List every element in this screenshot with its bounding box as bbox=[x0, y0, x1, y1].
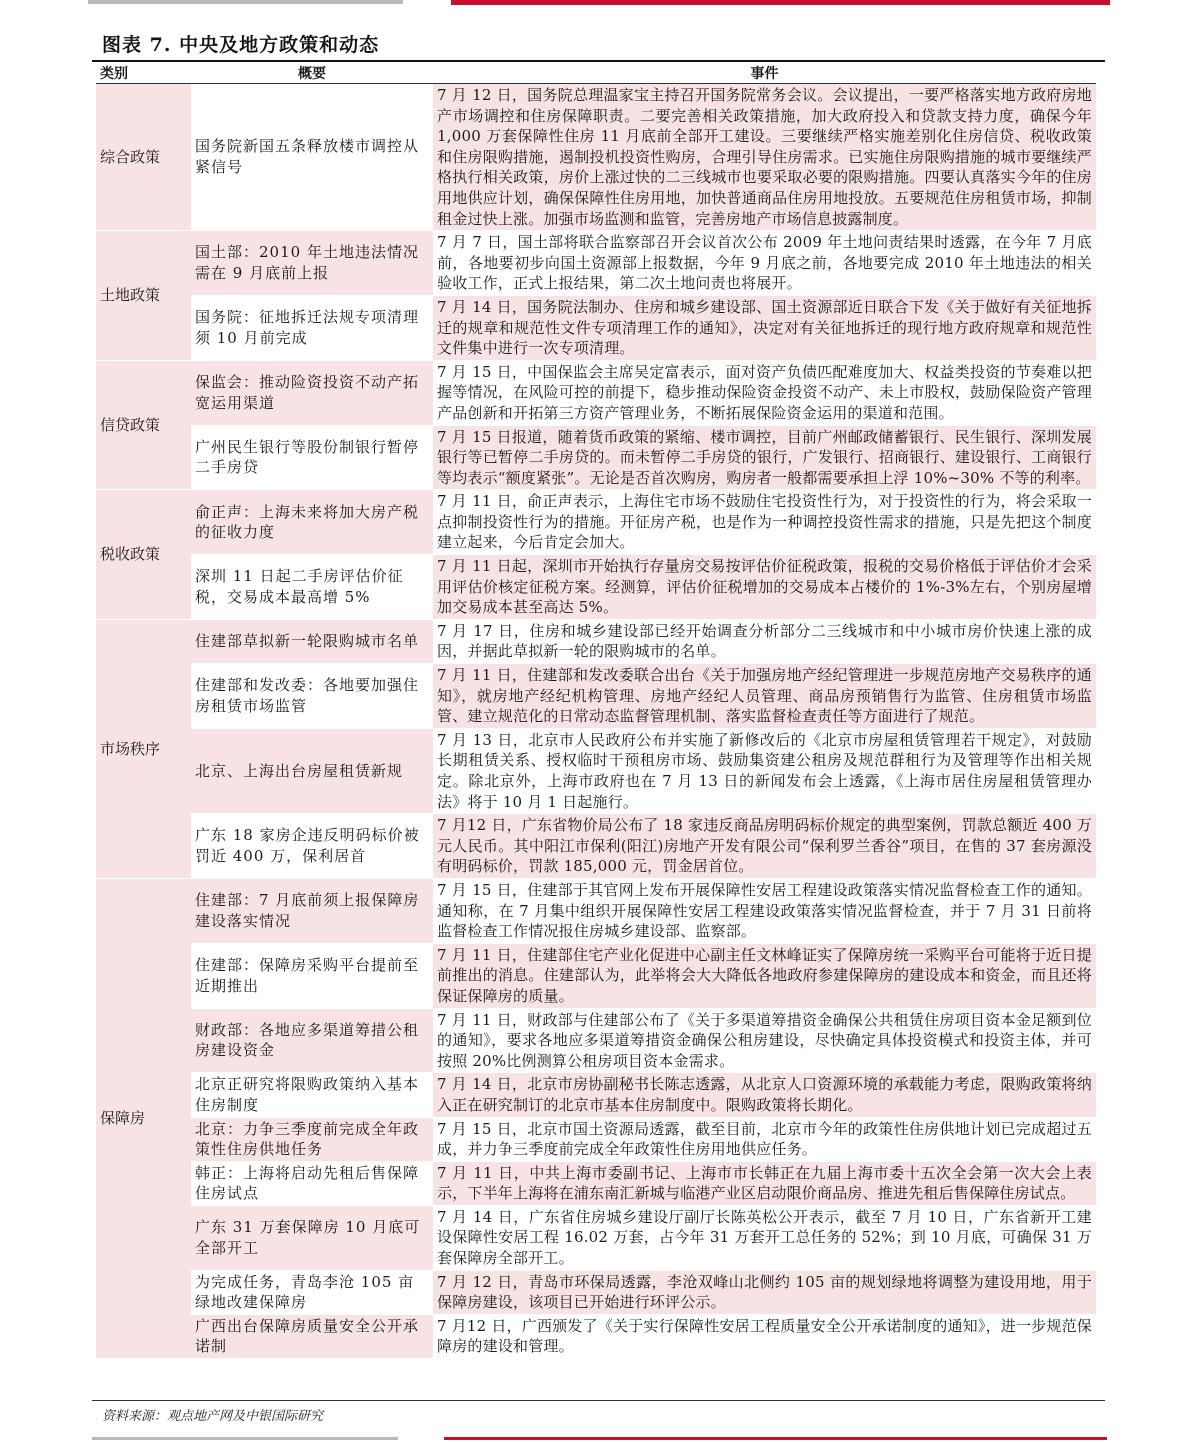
table-header-row bbox=[96, 63, 1096, 84]
summary-cell: 韩正：上海将启动先租后售保障住房试点 bbox=[191, 1161, 433, 1205]
table-row bbox=[96, 1161, 1096, 1205]
table-row bbox=[96, 295, 1096, 360]
category-cell: 税收政策 bbox=[96, 490, 191, 620]
table-row bbox=[96, 231, 1096, 296]
summary-cell: 广东 31 万套保障房 10 月底可全部开工 bbox=[191, 1205, 433, 1270]
table-row bbox=[96, 84, 1096, 231]
event-cell: 7 月 17 日，住房和城乡建设部已经开始调查分析部分二三线城市和中小城市房价快速上涨的成因，并据此草拟新一轮的限购城市的名单。 bbox=[433, 619, 1096, 663]
summary-cell: 住建部：保障房采购平台提前至近期推出 bbox=[191, 943, 433, 1008]
figure-title: 图表 7. 中央及地方政策和动态 bbox=[102, 34, 380, 56]
table-row bbox=[96, 360, 1096, 425]
summary-cell: 深圳 11 日起二手房评估价征税，交易成本最高增 5% bbox=[191, 555, 433, 620]
policy-table bbox=[96, 63, 1096, 1359]
event-cell: 7 月 11 日，中共上海市委副书记、上海市市长韩正在九届上海市委十五次全会第一次大会上表示，下半年上海将在浦东南汇新城与临港产业区启动限价商品房、推进先租后售保障住房试点。 bbox=[433, 1161, 1096, 1205]
table-row bbox=[96, 555, 1096, 620]
summary-cell: 国土部：2010 年土地违法情况需在 9 月底前上报 bbox=[191, 231, 433, 296]
category-cell: 市场秩序 bbox=[96, 619, 191, 878]
table-row bbox=[96, 1073, 1096, 1117]
table-row bbox=[96, 1008, 1096, 1073]
table-row bbox=[96, 814, 1096, 879]
event-cell: 7 月 11 日，财政部与住建部公布了《关于多渠道筹措资金确保公共租赁住房项目资本金足额到位的通知》，要求各地应多渠道筹措资金确保公租房建设，尽快确定具体投资模式和投资主体，并可按照 20%比例测算公租房项目资本金需求。 bbox=[433, 1008, 1096, 1073]
event-cell: 7 月 11 日，俞正声表示，上海住宅市场不鼓励住宅投资性行为，对于投资性的行为，将会采取一点抑制投资性行为的措施。开征房产税，也是作为一种调控投资性需求的措施，只是先把这个制度建立起来，今后肯定会加大。 bbox=[433, 490, 1096, 555]
category-cell: 土地政策 bbox=[96, 231, 191, 361]
category-cell: 信贷政策 bbox=[96, 360, 191, 490]
event-cell: 7 月12 日，广西颁发了《关于实行保障性安居工程质量安全公开承诺制度的通知》，进一步规范保障房的建设和管理。 bbox=[433, 1314, 1096, 1358]
source-note: 资料来源：观点地产网及中银国际研究 bbox=[102, 1409, 324, 1424]
summary-cell: 国务院新国五条释放楼市调控从紧信号 bbox=[191, 84, 433, 231]
event-cell: 7 月 15 日，住建部于其官网上发布开展保障性安居工程建设政策落实情况监督检查工作的通知。通知称，在 7 月集中组织开展保障性安居工程建设政策落实情况监督检查，并于 7 月 31 日前将监督检查工作情况报住房城乡建设部、监察部。 bbox=[433, 878, 1096, 943]
table-row bbox=[96, 619, 1096, 663]
table-row bbox=[96, 1314, 1096, 1358]
category-cell: 保障房 bbox=[96, 878, 191, 1358]
summary-cell: 保监会：推动险资投资不动产拓宽运用渠道 bbox=[191, 360, 433, 425]
table-row bbox=[96, 425, 1096, 490]
summary-cell: 俞正声：上海未来将加大房产税的征收力度 bbox=[191, 490, 433, 555]
header-event: 事件 bbox=[433, 63, 1096, 84]
table-row bbox=[96, 878, 1096, 943]
event-cell: 7 月 11 日起，深圳市开始执行存量房交易按评估价征税政策，报税的交易价格低于评估价才会采用评估价核定征税方案。经测算，评估价征税增加的交易成本占楼价的 1%-3%左右，个别房屋增加交易成本甚至高达 5%。 bbox=[433, 555, 1096, 620]
summary-cell: 北京：力争三季度前完成全年政策性住房供地任务 bbox=[191, 1117, 433, 1161]
event-cell: 7 月 7 日，国土部将联合监察部召开会议首次公布 2009 年土地问责结果时透露，在今年 7 月底前，各地要初步向国土资源部上报数据，今年 9 月底之前，各地要完成 2010 年土地违法的相关验收工作，正式上报结果，第二次土地问责也将展开。 bbox=[433, 231, 1096, 296]
event-cell: 7 月 14 日，广东省住房城乡建设厅副厅长陈英松公开表示，截至 7 月 10 日，广东省新开工建设保障性安居工程 16.02 万套，占今年 31 万套开工总任务的 52%；到 10 月底，可确保 31 万套保障房全部开工。 bbox=[433, 1205, 1096, 1270]
summary-cell: 广西出台保障房质量安全公开承诺制 bbox=[191, 1314, 433, 1358]
summary-cell: 北京、上海出台房屋租赁新规 bbox=[191, 728, 433, 813]
event-cell: 7 月 14 日，北京市房协副秘书长陈志透露，从北京人口资源环境的承载能力考虑，限购政策将纳入正在研究制订的北京市基本住房制度中。限购政策将长期化。 bbox=[433, 1073, 1096, 1117]
bottom-gray-bar bbox=[92, 1437, 398, 1440]
table-row bbox=[96, 664, 1096, 729]
event-cell: 7 月 12 日，国务院总理温家宝主持召开国务院常务会议。会议提出，一要严格落实地方政府房地产市场调控和住房保障职责。二要完善相关政策措施，加大政府投入和贷款支持力度，确保今年 1,000 万套保障性住房 11 月底前全部开工建设。三要继续严格实施差别化住房信贷、税收政策和住房限购措施，遏制投机投资性购房，合理引导住房需求。已实施住房限购措施的城市要继续严格执行相关政策，房价上涨过快的二三线城市也要采取必要的限购措施。四要认真落实今年的住房用地供应计划，确保保障性住房用地，加快普通商品住房用地投放。五要规范住房租赁市场，抑制租金过快上涨。加强市场监测和监管，完善房地产市场信息披露制度。 bbox=[433, 84, 1096, 231]
title-rule bbox=[92, 60, 1105, 62]
summary-cell: 广州民生银行等股份制银行暂停二手房贷 bbox=[191, 425, 433, 490]
bottom-rule bbox=[92, 1400, 1105, 1401]
event-cell: 7 月 11 日，住建部和发改委联合出台《关于加强房地产经纪管理进一步规范房地产交易秩序的通知》，就房地产经纪机构管理、房地产经纪人员管理、商品房预销售行为监管、住房租赁市场监管、建立规范化的日常动态监督管理机制、落实监督检查责任等方面进行了规范。 bbox=[433, 664, 1096, 729]
event-cell: 7 月 13 日，北京市人民政府公布并实施了新修改后的《北京市房屋租赁管理若干规定》，对鼓励长期租赁关系、授权临时干预租房市场、鼓励集资建公租房及规范群租行为及管理等作出相关规定。除北京外，上海市政府也在 7 月 13 日的新闻发布会上透露，《上海市居住房屋租赁管理办法》将于 10 月 1 日起施行。 bbox=[433, 728, 1096, 813]
table-row bbox=[96, 1117, 1096, 1161]
summary-cell: 住建部和发改委：各地要加强住房租赁市场监管 bbox=[191, 664, 433, 729]
event-cell: 7 月 15 日，北京市国土资源局透露，截至目前，北京市今年的政策性住房供地计划已完成超过五成，并力争三季度前完成全年政策性住房用地供应任务。 bbox=[433, 1117, 1096, 1161]
summary-cell: 广东 18 家房企违反明码标价被罚近 400 万，保利居首 bbox=[191, 814, 433, 879]
table-body bbox=[96, 84, 1096, 1359]
summary-cell: 国务院：征地拆迁法规专项清理须 10 月前完成 bbox=[191, 295, 433, 360]
table-row bbox=[96, 943, 1096, 1008]
event-cell: 7 月 11 日，住建部住宅产业化促进中心副主任文林峰证实了保障房统一采购平台可能将于近日提前推出的消息。住建部认为，此举将会大大降低各地政府参建保障房的建设成本和资金，而且还将保证保障房的质量。 bbox=[433, 943, 1096, 1008]
event-cell: 7 月 14 日，国务院法制办、住房和城乡建设部、国土资源部近日联合下发《关于做好有关征地拆迁的规章和规范性文件专项清理工作的通知》，决定对有关征地拆迁的现行地方政府规章和规范性文件集中进行一次专项清理。 bbox=[433, 295, 1096, 360]
header-summary: 概要 bbox=[191, 63, 433, 84]
summary-cell: 为完成任务，青岛李沧 105 亩绿地改建保障房 bbox=[191, 1270, 433, 1314]
top-gray-bar bbox=[88, 0, 403, 4]
event-cell: 7 月12 日，广东省物价局公布了 18 家违反商品房明码标价规定的典型案例，罚款总额近 400 万元人民币。其中阳江市保利(阳江)房地产开发有限公司“保利罗兰香谷”项目，在售的 37 套房源没有明码标价，罚款 185,000 元，罚金居首位。 bbox=[433, 814, 1096, 879]
event-cell: 7 月 12 日，青岛市环保局透露，李沧双峰山北侧约 105 亩的规划绿地将调整为建设用地，用于保障房建设，该项目已开始进行环评公示。 bbox=[433, 1270, 1096, 1314]
header-category: 类别 bbox=[96, 63, 191, 84]
table-row bbox=[96, 490, 1096, 555]
summary-cell: 北京正研究将限购政策纳入基本住房制度 bbox=[191, 1073, 433, 1117]
top-red-bar bbox=[451, 0, 1110, 5]
table-row bbox=[96, 1270, 1096, 1314]
event-cell: 7 月 15 日报道，随着货币政策的紧缩、楼市调控，目前广州邮政储蓄银行、民生银行、深圳发展银行等已暂停二手房贷的。而未暂停二手房贷的银行，广发银行、招商银行、建设银行、工商银行等均表示“额度紧张”。无论是否首次购房，购房者一般都需要承担上浮 10%~30% 不等的利率。 bbox=[433, 425, 1096, 490]
category-cell: 综合政策 bbox=[96, 84, 191, 231]
table-row bbox=[96, 1205, 1096, 1270]
summary-cell: 住建部：7 月底前须上报保障房建设落实情况 bbox=[191, 878, 433, 943]
table-row bbox=[96, 728, 1096, 813]
summary-cell: 住建部草拟新一轮限购城市名单 bbox=[191, 619, 433, 663]
summary-cell: 财政部：各地应多渠道筹措公租房建设资金 bbox=[191, 1008, 433, 1073]
event-cell: 7 月 15 日，中国保监会主席吴定富表示，面对资产负债匹配难度加大、权益类投资的节奏难以把握等情况，在风险可控的前提下，稳步推动保险资金投资不动产、未上市股权，鼓励保险资产管理产品创新和开拓第三方资产管理业务，不断拓展保险资金运用的渠道和范围。 bbox=[433, 360, 1096, 425]
bottom-red-bar bbox=[444, 1437, 1107, 1440]
